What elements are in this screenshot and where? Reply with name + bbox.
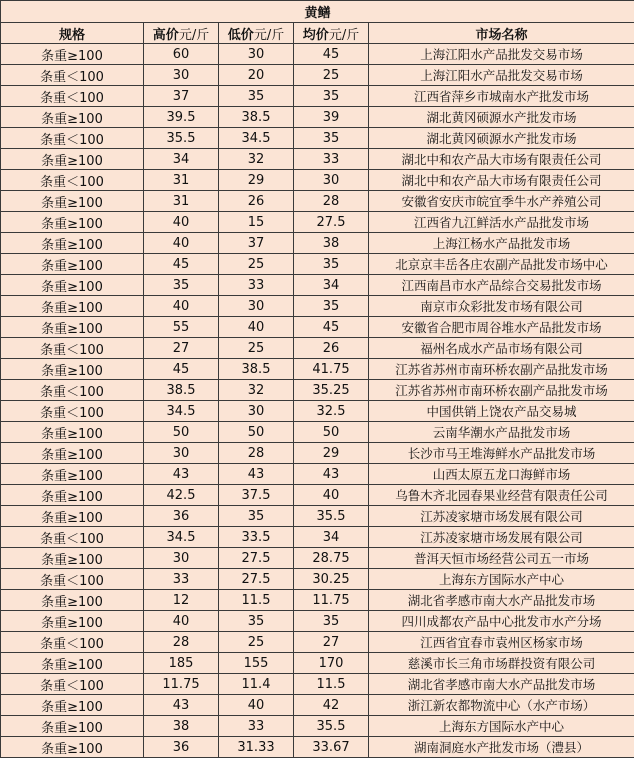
cell-avg: 26 xyxy=(294,338,369,359)
table-row xyxy=(1,338,634,359)
cell-spec: 条重≥100 xyxy=(1,506,144,527)
header-row xyxy=(1,23,634,44)
cell-spec: 条重≥100 xyxy=(1,254,144,275)
cell-spec: 条重≥100 xyxy=(1,611,144,632)
table-row xyxy=(1,548,634,569)
cell-low: 38.5 xyxy=(219,359,294,380)
table-row xyxy=(1,275,634,296)
table-row xyxy=(1,716,634,737)
cell-high: 33 xyxy=(144,569,219,590)
cell-avg: 45 xyxy=(294,44,369,65)
cell-market: 湖北中和农产品大市场有限责任公司 xyxy=(369,170,634,191)
table-row xyxy=(1,653,634,674)
table-row xyxy=(1,65,634,86)
table-row xyxy=(1,527,634,548)
cell-avg: 25 xyxy=(294,65,369,86)
cell-market: 湖南洞庭水产批发市场（澧县） xyxy=(369,737,634,758)
table-row xyxy=(1,506,634,527)
cell-spec: 条重≥100 xyxy=(1,107,144,128)
cell-avg: 35 xyxy=(294,86,369,107)
cell-market: 江苏凌家塘市场发展有限公司 xyxy=(369,527,634,548)
cell-high: 34.5 xyxy=(144,527,219,548)
cell-market: 湖北省孝感市南大水产品批发市场 xyxy=(369,674,634,695)
cell-avg: 35.25 xyxy=(294,380,369,401)
table-row xyxy=(1,485,634,506)
cell-market: 上海东方国际水产中心 xyxy=(369,716,634,737)
cell-market: 上海江阳水产品批发交易市场 xyxy=(369,44,634,65)
cell-high: 36 xyxy=(144,737,219,758)
cell-low: 11.5 xyxy=(219,590,294,611)
cell-high: 35.5 xyxy=(144,128,219,149)
table-row xyxy=(1,674,634,695)
cell-low: 38.5 xyxy=(219,107,294,128)
table-body xyxy=(1,44,634,758)
cell-market: 上海东方国际水产中心 xyxy=(369,569,634,590)
cell-spec: 条重≥100 xyxy=(1,317,144,338)
cell-high: 42.5 xyxy=(144,485,219,506)
cell-high: 40 xyxy=(144,611,219,632)
cell-market: 安徽省安庆市皖宜季牛水产养殖公司 xyxy=(369,191,634,212)
cell-high: 45 xyxy=(144,359,219,380)
cell-low: 34.5 xyxy=(219,128,294,149)
header-avg-label: 均价 xyxy=(303,28,329,43)
cell-low: 35 xyxy=(219,506,294,527)
table-row xyxy=(1,149,634,170)
cell-avg: 28 xyxy=(294,191,369,212)
cell-low: 33 xyxy=(219,716,294,737)
cell-high: 27 xyxy=(144,338,219,359)
table-row xyxy=(1,359,634,380)
cell-low: 40 xyxy=(219,695,294,716)
table-row xyxy=(1,380,634,401)
header-low-unit: 元/斤 xyxy=(254,28,284,43)
cell-spec: 条重≥100 xyxy=(1,233,144,254)
cell-spec: 条重≥100 xyxy=(1,44,144,65)
cell-spec: 条重≥100 xyxy=(1,296,144,317)
table-row xyxy=(1,401,634,422)
cell-market: 山西太原五龙口海鲜市场 xyxy=(369,464,634,485)
table-row xyxy=(1,737,634,758)
header-market: 市场名称 xyxy=(369,23,634,44)
cell-spec: 条重＜100 xyxy=(1,674,144,695)
cell-high: 31 xyxy=(144,191,219,212)
cell-market: 江苏省苏州市南环桥农副产品批发市场 xyxy=(369,359,634,380)
cell-market: 江苏凌家塘市场发展有限公司 xyxy=(369,506,634,527)
header-low xyxy=(219,23,294,44)
cell-high: 38.5 xyxy=(144,380,219,401)
cell-low: 155 xyxy=(219,653,294,674)
cell-avg: 45 xyxy=(294,317,369,338)
table-row xyxy=(1,191,634,212)
cell-market: 乌鲁木齐北园春果业经营有限责任公司 xyxy=(369,485,634,506)
cell-high: 185 xyxy=(144,653,219,674)
table-row xyxy=(1,464,634,485)
cell-high: 31 xyxy=(144,170,219,191)
cell-high: 34.5 xyxy=(144,401,219,422)
cell-avg: 34 xyxy=(294,275,369,296)
cell-market: 上海江阳水产品批发交易市场 xyxy=(369,65,634,86)
cell-avg: 27 xyxy=(294,632,369,653)
cell-market: 江西省宜春市袁州区杨家市场 xyxy=(369,632,634,653)
cell-spec: 条重＜100 xyxy=(1,170,144,191)
cell-high: 40 xyxy=(144,296,219,317)
cell-spec: 条重＜100 xyxy=(1,569,144,590)
table-row xyxy=(1,632,634,653)
cell-market: 慈溪市长三角市场群投资有限公司 xyxy=(369,653,634,674)
cell-low: 32 xyxy=(219,380,294,401)
cell-low: 35 xyxy=(219,86,294,107)
cell-spec: 条重≥100 xyxy=(1,464,144,485)
cell-high: 30 xyxy=(144,65,219,86)
cell-high: 50 xyxy=(144,422,219,443)
cell-spec: 条重≥100 xyxy=(1,548,144,569)
cell-market: 福州名成水产品市场有限公司 xyxy=(369,338,634,359)
table-row xyxy=(1,212,634,233)
cell-low: 25 xyxy=(219,254,294,275)
table-row xyxy=(1,86,634,107)
cell-high: 30 xyxy=(144,443,219,464)
table-row xyxy=(1,233,634,254)
cell-avg: 32.5 xyxy=(294,401,369,422)
cell-spec: 条重≥100 xyxy=(1,212,144,233)
cell-low: 30 xyxy=(219,296,294,317)
header-avg xyxy=(294,23,369,44)
cell-spec: 条重＜100 xyxy=(1,527,144,548)
table-row xyxy=(1,422,634,443)
table-title: 黄鳝 xyxy=(1,1,634,23)
cell-market: 北京京丰岳各庄农副产品批发市场中心 xyxy=(369,254,634,275)
cell-high: 35 xyxy=(144,275,219,296)
cell-avg: 30 xyxy=(294,170,369,191)
cell-avg: 35 xyxy=(294,611,369,632)
cell-low: 25 xyxy=(219,632,294,653)
cell-market: 江西省萍乡市城南水产批发市场 xyxy=(369,86,634,107)
cell-market: 浙江新农都物流中心（水产市场） xyxy=(369,695,634,716)
cell-low: 37 xyxy=(219,233,294,254)
header-spec: 规格 xyxy=(1,23,144,44)
cell-spec: 条重＜100 xyxy=(1,380,144,401)
cell-avg: 43 xyxy=(294,464,369,485)
cell-spec: 条重＜100 xyxy=(1,632,144,653)
cell-avg: 35.5 xyxy=(294,506,369,527)
table-row xyxy=(1,254,634,275)
cell-high: 12 xyxy=(144,590,219,611)
cell-spec: 条重＜100 xyxy=(1,401,144,422)
cell-spec: 条重≥100 xyxy=(1,716,144,737)
cell-spec: 条重≥100 xyxy=(1,737,144,758)
cell-low: 33 xyxy=(219,275,294,296)
cell-spec: 条重≥100 xyxy=(1,485,144,506)
cell-avg: 33 xyxy=(294,149,369,170)
table-row xyxy=(1,590,634,611)
cell-market: 江苏省苏州市南环桥农副产品批发市场 xyxy=(369,380,634,401)
cell-market: 中国供销上饶农产品交易城 xyxy=(369,401,634,422)
cell-high: 11.75 xyxy=(144,674,219,695)
cell-market: 湖北黄冈硕源水产批发市场 xyxy=(369,107,634,128)
cell-spec: 条重≥100 xyxy=(1,275,144,296)
cell-high: 60 xyxy=(144,44,219,65)
cell-low: 43 xyxy=(219,464,294,485)
cell-low: 20 xyxy=(219,65,294,86)
cell-low: 15 xyxy=(219,212,294,233)
cell-avg: 39 xyxy=(294,107,369,128)
cell-spec: 条重≥100 xyxy=(1,191,144,212)
cell-avg: 35 xyxy=(294,296,369,317)
table-row xyxy=(1,107,634,128)
cell-avg: 50 xyxy=(294,422,369,443)
cell-avg: 29 xyxy=(294,443,369,464)
table-row xyxy=(1,611,634,632)
cell-market: 江西省九江鲜活水产品批发市场 xyxy=(369,212,634,233)
cell-market: 江西南昌市水产品综合交易批发市场 xyxy=(369,275,634,296)
cell-low: 27.5 xyxy=(219,548,294,569)
cell-low: 50 xyxy=(219,422,294,443)
cell-low: 33.5 xyxy=(219,527,294,548)
cell-avg: 28.75 xyxy=(294,548,369,569)
cell-avg: 33.67 xyxy=(294,737,369,758)
table-row xyxy=(1,695,634,716)
cell-avg: 35 xyxy=(294,128,369,149)
cell-avg: 42 xyxy=(294,695,369,716)
cell-market: 云南华潮水产品批发市场 xyxy=(369,422,634,443)
cell-low: 37.5 xyxy=(219,485,294,506)
cell-spec: 条重≥100 xyxy=(1,422,144,443)
cell-high: 38 xyxy=(144,716,219,737)
cell-spec: 条重≥100 xyxy=(1,149,144,170)
header-low-label: 低价 xyxy=(228,28,254,43)
cell-high: 40 xyxy=(144,212,219,233)
cell-spec: 条重≥100 xyxy=(1,443,144,464)
cell-spec: 条重≥100 xyxy=(1,359,144,380)
cell-high: 30 xyxy=(144,548,219,569)
cell-low: 32 xyxy=(219,149,294,170)
cell-low: 30 xyxy=(219,44,294,65)
cell-low: 31.33 xyxy=(219,737,294,758)
table-row xyxy=(1,317,634,338)
cell-low: 28 xyxy=(219,443,294,464)
cell-market: 普洱天恒市场经营公司五一市场 xyxy=(369,548,634,569)
header-high-unit: 元/斤 xyxy=(179,28,209,43)
cell-high: 55 xyxy=(144,317,219,338)
cell-low: 35 xyxy=(219,611,294,632)
cell-avg: 35 xyxy=(294,254,369,275)
cell-high: 45 xyxy=(144,254,219,275)
cell-market: 湖北中和农产品大市场有限责任公司 xyxy=(369,149,634,170)
title-row xyxy=(1,1,634,23)
cell-low: 27.5 xyxy=(219,569,294,590)
cell-avg: 40 xyxy=(294,485,369,506)
cell-high: 39.5 xyxy=(144,107,219,128)
cell-high: 40 xyxy=(144,233,219,254)
cell-low: 11.4 xyxy=(219,674,294,695)
cell-low: 25 xyxy=(219,338,294,359)
cell-market: 湖北省孝感市南大水产品批发市场 xyxy=(369,590,634,611)
table-row xyxy=(1,443,634,464)
cell-spec: 条重＜100 xyxy=(1,86,144,107)
header-avg-unit: 元/斤 xyxy=(329,28,359,43)
header-high-label: 高价 xyxy=(153,28,179,43)
table-row xyxy=(1,170,634,191)
cell-avg: 11.5 xyxy=(294,674,369,695)
table-row xyxy=(1,569,634,590)
cell-spec: 条重＜100 xyxy=(1,338,144,359)
cell-market: 安徽省合肥市周谷堆水产品批发市场 xyxy=(369,317,634,338)
cell-avg: 27.5 xyxy=(294,212,369,233)
cell-high: 43 xyxy=(144,695,219,716)
cell-market: 南京市众彩批发市场有限公司 xyxy=(369,296,634,317)
cell-low: 26 xyxy=(219,191,294,212)
cell-avg: 11.75 xyxy=(294,590,369,611)
cell-avg: 170 xyxy=(294,653,369,674)
cell-low: 40 xyxy=(219,317,294,338)
table-row xyxy=(1,44,634,65)
cell-low: 30 xyxy=(219,401,294,422)
cell-high: 36 xyxy=(144,506,219,527)
cell-high: 28 xyxy=(144,632,219,653)
cell-spec: 条重≥100 xyxy=(1,590,144,611)
cell-spec: 条重＜100 xyxy=(1,65,144,86)
cell-avg: 30.25 xyxy=(294,569,369,590)
cell-spec: 条重≥100 xyxy=(1,653,144,674)
table-row xyxy=(1,128,634,149)
cell-high: 43 xyxy=(144,464,219,485)
table-row xyxy=(1,296,634,317)
cell-high: 37 xyxy=(144,86,219,107)
cell-low: 29 xyxy=(219,170,294,191)
cell-market: 湖北黄冈硕源水产批发市场 xyxy=(369,128,634,149)
cell-avg: 34 xyxy=(294,527,369,548)
cell-market: 长沙市马王堆海鲜水产品批发市场 xyxy=(369,443,634,464)
cell-avg: 38 xyxy=(294,233,369,254)
cell-spec: 条重≥100 xyxy=(1,695,144,716)
cell-high: 34 xyxy=(144,149,219,170)
cell-market: 四川成都农产品中心批发市水产分场 xyxy=(369,611,634,632)
cell-avg: 41.75 xyxy=(294,359,369,380)
header-high xyxy=(144,23,219,44)
cell-spec: 条重＜100 xyxy=(1,128,144,149)
cell-market: 上海江杨水产品批发市场 xyxy=(369,233,634,254)
cell-avg: 35.5 xyxy=(294,716,369,737)
